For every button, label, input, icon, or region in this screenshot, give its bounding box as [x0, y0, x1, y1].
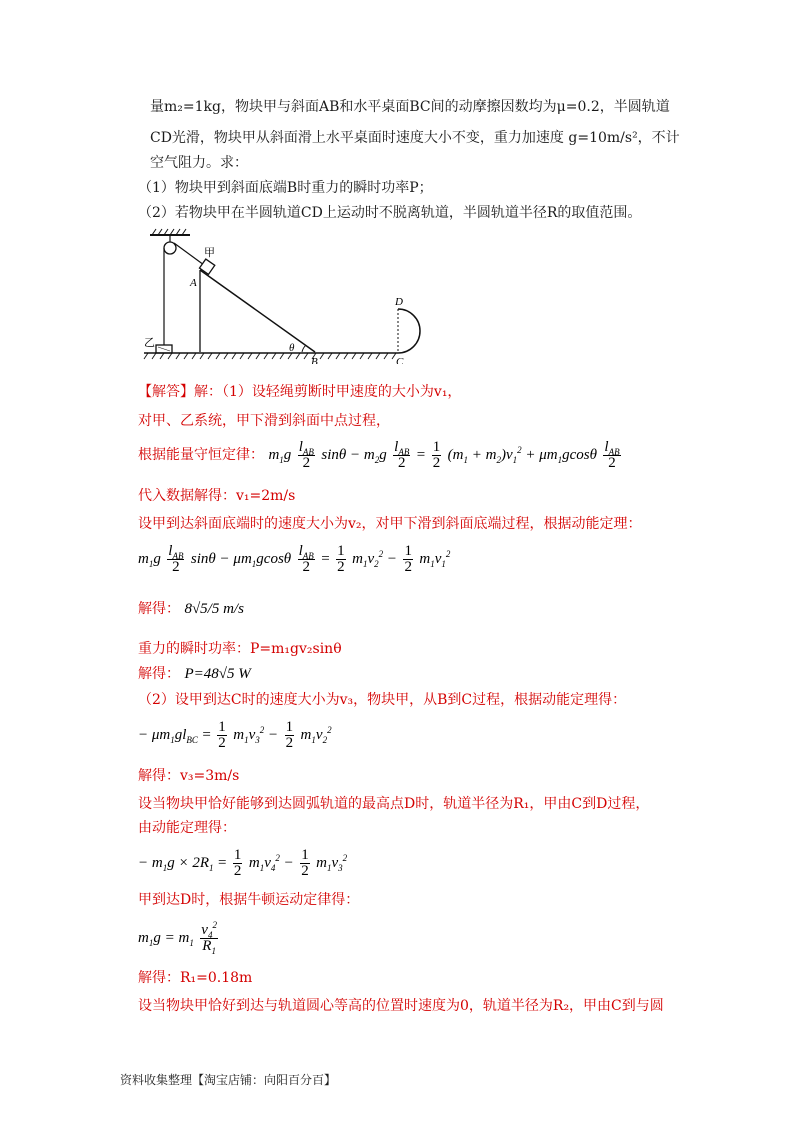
solution-v3: 解得：v₃=3m/s [138, 768, 240, 784]
top-point-setup: 设当物块甲恰好能够到达圆弧轨道的最高点D时，轨道半径为R₁，甲由C到D过程， [138, 796, 650, 812]
power-result-value: P=48√5 W [184, 666, 251, 682]
question-line-1: 量m₂=1kg，物块甲与斜面AB和水平桌面BC间的动摩擦因数均为μ=0.2，半圆轨道 [150, 99, 670, 115]
question-line-3: 空气阻力。求： [150, 155, 248, 171]
semicircle-track-cd [398, 309, 420, 353]
newton-setup: 甲到达D时，根据牛顿运动定律得： [138, 892, 360, 908]
power-definition: 重力的瞬时功率：P=m₁gv₂sinθ [138, 641, 342, 657]
energy-equation: 根据能量守恒定律： $m_1g$ $\frac{l_{AB}}{2}$ $\sin\theta - m_2g$ $\frac{l_{AB}}{2}$ = $\frac{1}{2}$ $(m_1 + m_2)v_1^2 + \mu m_1gcos\theta$ $\frac{l_{AB}}{2}$ [138, 438, 620, 471]
label-jia: 甲 [204, 246, 215, 259]
question-line-2: CD光滑，物块甲从斜面滑上水平桌面时速度大小不变，重力加速度 g=10m/s²，不计 [150, 130, 680, 146]
incline-ab [200, 270, 315, 352]
newton-equation: $m_1g = m_1$ $\frac{v_4^2}{R_1}$ [138, 919, 217, 956]
answer-system: 对甲、乙系统，甲下滑到斜面中点过程， [138, 413, 390, 429]
label-theta: θ [289, 342, 295, 354]
label-yi: 乙 [144, 336, 155, 349]
answer-intro: 【解答】解：（1）设轻绳剪断时甲速度的大小为v₁， [138, 384, 462, 400]
last-setup: 设当物块甲恰好到达与轨道圆心等高的位置时速度为0，轨道半径为R₂，甲由C到与圆 [138, 998, 664, 1014]
solution-r1: 解得：R₁=0.18m [138, 970, 253, 986]
question-part-1: （1）物块甲到斜面底端B时重力的瞬时功率P； [138, 180, 433, 196]
v2-result: 解得： 8√5/5 m/s [138, 601, 244, 617]
part2-setup: （2）设甲到达C时的速度大小为v₃，物块甲，从B到C过程，根据动能定理得： [138, 692, 627, 708]
power-result: 解得： P=48√5 W [138, 666, 251, 682]
question-part-2: （2）若物块甲在半圆轨道CD上运动时不脱离轨道，半圆轨道半径R的取值范围。 [138, 205, 642, 221]
work-energy-equation-2: − $\mu m_1gl_{BC}$ = $\frac{1}{2}$ $m_1v_3^2$ − $\frac{1}{2}$ $m_1v_2^2$ [138, 718, 332, 751]
work-energy-equation-3: − $m_1g \times 2R_1$ = $\frac{1}{2}$ $m_1v_4^2$ − $\frac{1}{2}$ $m_1v_3^2$ [138, 846, 348, 879]
incline-diagram [140, 228, 440, 364]
label-a: A [190, 277, 197, 289]
label-d: D [395, 296, 403, 308]
energy-prefix: 根据能量守恒定律： [138, 447, 264, 463]
v2-setup: 设甲到达斜面底端时的速度大小为v₂，对甲下滑到斜面底端过程，根据动能定理： [138, 516, 642, 532]
label-c: C [396, 356, 404, 364]
by-theorem: 由动能定理得： [138, 820, 236, 836]
footer-note: 资料收集整理【淘宝店铺：向阳百分百】 [120, 1073, 337, 1087]
solution-v1: 代入数据解得：v₁=2m/s [138, 488, 296, 504]
label-b: B [311, 356, 318, 364]
work-energy-equation-1: $m_1g$ $\frac{l_{AB}}{2}$ $\sin\theta - \mu m_1gcos\theta$ $\frac{l_{AB}}{2}$ = $\frac{1}{2}$ $m_1v_2^2$ − $\frac{1}{2}$ $m_1v_1^2$ [138, 542, 451, 575]
v2-result-value: 8√5/5 m/s [184, 601, 244, 617]
